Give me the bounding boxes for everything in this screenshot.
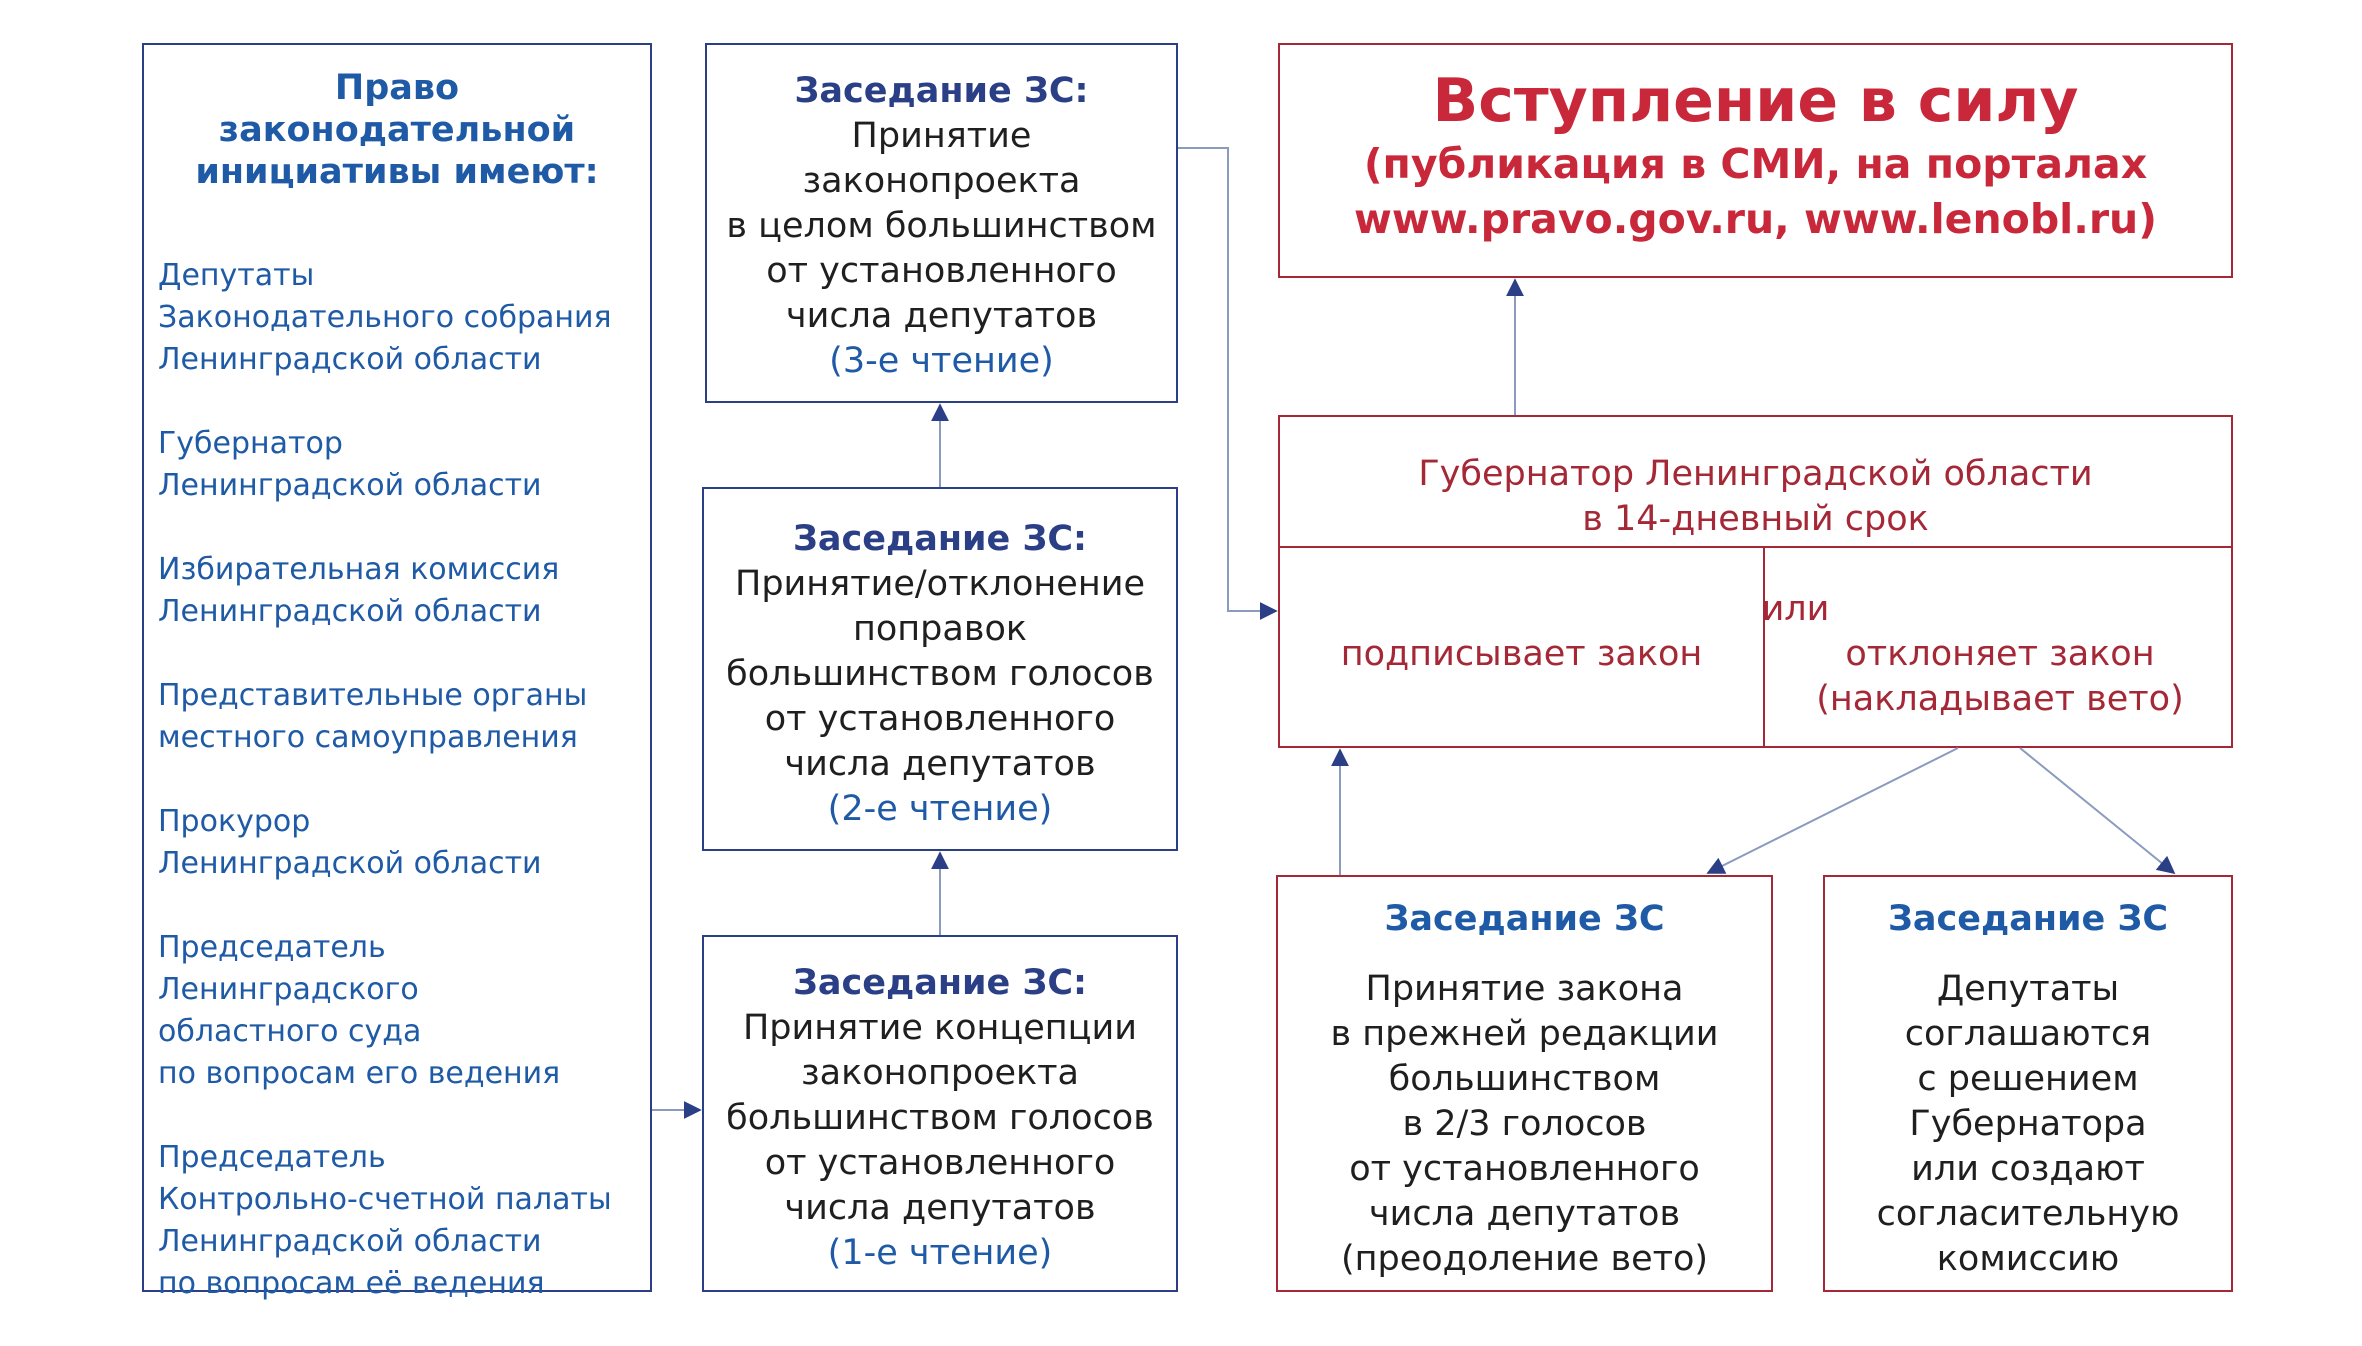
reading-label: (3-е чтение) — [829, 341, 1054, 381]
session-heading: Заседание ЗС: — [794, 71, 1089, 111]
agree-with-governor-session-box: Заседание ЗС Депутаты соглашаются с решением Губернатора или создают согласительную комиссию — [1823, 875, 2233, 1292]
first-reading-box: Заседание ЗС: Принятие концепции законопроекта большинством голосов от установленного числа депутатов (1-е чтение) — [702, 935, 1178, 1292]
list-item: Губернатор Ленинградской области — [158, 426, 542, 503]
list-item: Представительные органы местного самоуправления — [158, 678, 588, 755]
list-item: Председатель Ленинградского областного суда по вопросам его ведения — [158, 930, 561, 1091]
arrow-third-reading-to-governor — [1178, 148, 1276, 611]
arrow-governor-to-override — [1708, 748, 1958, 873]
or-label: или — [1761, 589, 1830, 629]
arrow-governor-to-agree — [2020, 748, 2174, 873]
list-item: Депутаты Законодательного собрания Ленинградской области — [158, 258, 612, 377]
list-item: Председатель Контрольно-счетной палаты Ленинградской области по вопросам её ведения — [158, 1140, 612, 1301]
governor-title: Губернатор Ленинградской области в 14-дневный срок — [1280, 417, 2231, 548]
veto-override-session-box: Заседание ЗС Принятие закона в прежней редакции большинством в 2/3 голосов от установленного числа депутатов (преодоление вето) — [1276, 875, 1773, 1292]
reading-label: (2-е чтение) — [827, 789, 1053, 829]
reading-label: (1-е чтение) — [827, 1233, 1053, 1273]
session-heading: Заседание ЗС: — [792, 963, 1088, 1003]
third-reading-box: Заседание ЗС: Принятие законопроекта в целом большинством от установленного числа депутатов (3-е чтение) — [705, 43, 1178, 403]
session-heading: Заседание ЗС — [1384, 899, 1665, 939]
initiative-title: Право законодательной инициативы имеют: — [195, 68, 599, 192]
session-heading: Заседание ЗС — [1887, 899, 2169, 939]
second-reading-box: Заседание ЗС: Принятие/отклонение поправок большинством голосов от установленного числа депутатов (2-е чтение) — [702, 487, 1178, 851]
list-item: Избирательная комиссия Ленинградской области — [158, 552, 560, 629]
entry-into-force-box: Вступление в силу (публикация в СМИ, на порталах www.pravo.gov.ru, www.lenobl.ru) — [1278, 43, 2233, 278]
sign-law-option: подписывает закон — [1340, 634, 1703, 674]
entry-title: Вступление в силу — [1432, 66, 2079, 136]
session-heading: Заседание ЗС: — [792, 519, 1088, 559]
list-item: Прокурор Ленинградской области — [158, 804, 542, 881]
reject-law-option: отклоняет закон (накладывает вето) — [1816, 634, 2184, 719]
